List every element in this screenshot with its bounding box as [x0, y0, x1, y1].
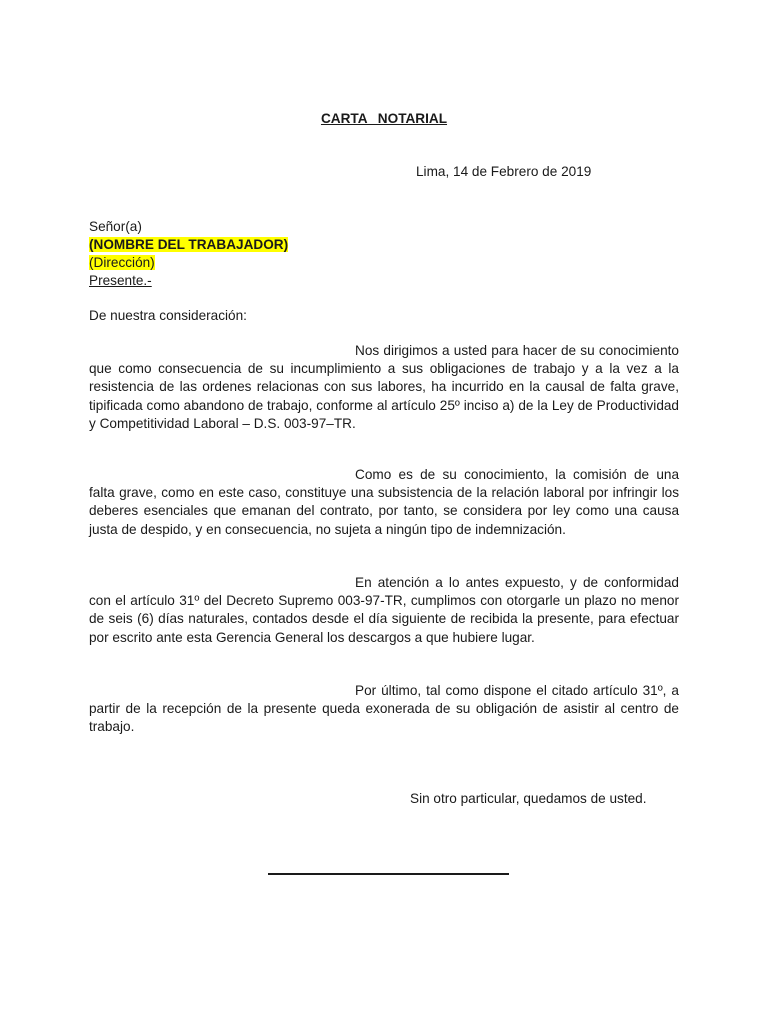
recipient-address: (Dirección) [89, 255, 155, 270]
salutation: Señor(a) [89, 219, 142, 234]
recipient-name: (NOMBRE DEL TRABAJADOR) [89, 237, 289, 252]
closing-line: Sin otro particular, quedamos de usted. [410, 791, 647, 806]
letter-date: Lima, 14 de Febrero de 2019 [416, 164, 592, 179]
body-paragraph: Por último, tal como dispone el citado artículo 31º, a partir de la recepción de la presente queda exonerada de su obligación de asistir al centro de trabajo. [89, 683, 679, 735]
letter-title: CARTA NOTARIAL [320, 111, 448, 126]
addressee-block [89, 218, 288, 290]
body-paragraph: En atención a lo antes expuesto, y de conformidad con el artículo 31º del Decreto Supremo 003-97-TR, cumplimos con otorgarle un plazo no menor de seis (6) días naturales, contados desde el día siguiente de recibida la presente, para efectuar por escrito ante esta Gerencia General los descargos a que hubiere lugar. [89, 575, 679, 645]
greeting: De nuestra consideración: [89, 308, 247, 323]
presente-label: Presente.- [89, 273, 152, 288]
signature-line [268, 873, 509, 875]
body-paragraph: Nos dirigimos a usted para hacer de su conocimiento que como consecuencia de su incumplimiento a sus obligaciones de trabajo y a la vez a la resistencia de las ordenes relacionas con sus labores, ha incurrido en la causal de falta grave, tipificada como abandono de trabajo, conforme al artículo 25º inciso a) de la Ley de Productividad y Competitividad Laboral – D.S. 003-97–TR. [89, 343, 679, 431]
body-paragraph: Como es de su conocimiento, la comisión de una falta grave, como en este caso, constituye una subsistencia de la relación laboral por infringir los deberes esenciales que emanan del contrato, por tanto, se considera por ley como una causa justa de despido, y en consecuencia, no sujeta a ningún tipo de indemnización. [89, 467, 679, 537]
